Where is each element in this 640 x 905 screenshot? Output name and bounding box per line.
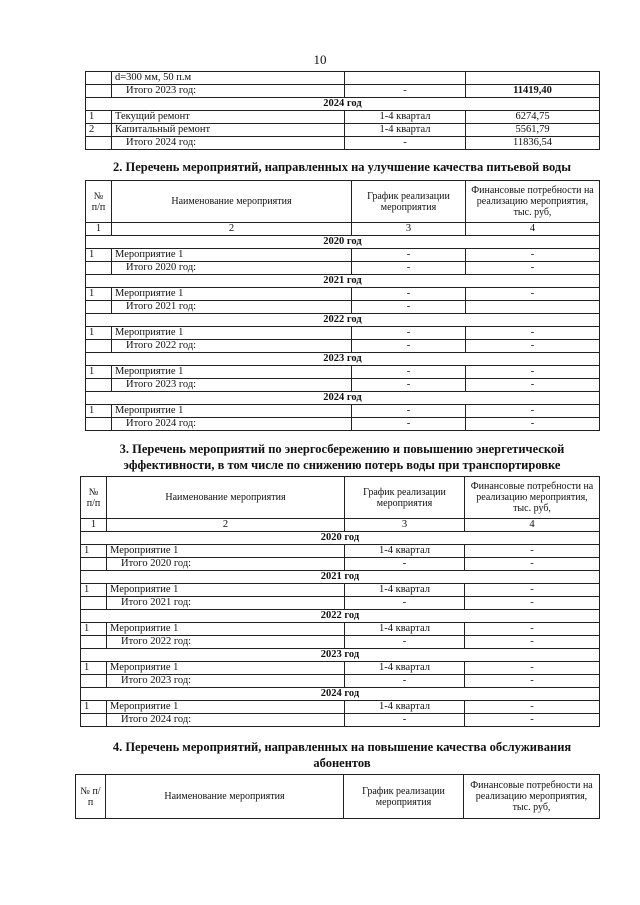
schedule-cell: - [352, 249, 466, 262]
total-label: Итого 2021 год: [112, 301, 352, 314]
year-label: 2024 год [81, 688, 600, 701]
schedule-cell: 1-4 квартал [345, 111, 466, 124]
row-name: d=300 мм, 50 п.м [112, 72, 345, 85]
section-4-table [75, 774, 600, 819]
table-row [81, 584, 600, 597]
year-row [81, 649, 600, 662]
total-label: Итого 2023 год: [112, 85, 345, 98]
schedule-cell: - [345, 675, 465, 688]
row-name: Мероприятие 1 [112, 288, 352, 301]
finance-cell: - [466, 288, 600, 301]
col-header-finance: Финансовые потребности на реализацию мероприятия, тыс. руб, [466, 181, 600, 223]
schedule-cell: 1-4 квартал [345, 701, 465, 714]
row-name: Мероприятие 1 [112, 249, 352, 262]
table-row [81, 662, 600, 675]
col-number: 2 [107, 519, 345, 532]
finance-cell: - [466, 249, 600, 262]
row-number: 1 [81, 701, 107, 714]
schedule-cell: - [352, 379, 466, 392]
year-row [86, 275, 600, 288]
row-name: Мероприятие 1 [107, 545, 345, 558]
schedule-cell: 1-4 квартал [345, 545, 465, 558]
row-number: 1 [81, 584, 107, 597]
finance-cell: - [466, 405, 600, 418]
table-row [86, 405, 600, 418]
col-header-schedule: График реализации мероприятия [345, 477, 465, 519]
finance-cell: - [465, 675, 600, 688]
total-label: Итого 2024 год: [107, 714, 345, 727]
finance-cell: - [466, 418, 600, 431]
table-row [86, 327, 600, 340]
schedule-cell: - [345, 636, 465, 649]
schedule-cell: - [352, 288, 466, 301]
finance-cell: 11419,40 [466, 85, 600, 98]
row-name: Мероприятие 1 [112, 327, 352, 340]
year-row [86, 392, 600, 405]
total-row [86, 262, 600, 275]
year-label: 2024 год [86, 98, 600, 111]
finance-cell: - [466, 379, 600, 392]
total-row [81, 675, 600, 688]
total-row [86, 418, 600, 431]
col-header-num: № п/п [81, 477, 107, 519]
col-number: 1 [86, 223, 112, 236]
row-number: 1 [86, 327, 112, 340]
row-number: 1 [81, 545, 107, 558]
table-row [81, 623, 600, 636]
section-4-title-line-1: 4. Перечень мероприятий, направленных на повышение качества обслуживания [112, 740, 572, 754]
total-label: Итого 2020 год: [112, 262, 352, 275]
schedule-cell: 1-4 квартал [345, 584, 465, 597]
schedule-cell: 1-4 квартал [345, 623, 465, 636]
schedule-cell: - [352, 301, 466, 314]
col-header-name: Наименование мероприятия [112, 181, 352, 223]
schedule-cell: - [352, 405, 466, 418]
column-number-row [86, 223, 600, 236]
col-header-schedule: График реализации мероприятия [352, 181, 466, 223]
finance-cell: - [465, 558, 600, 571]
header-row [81, 477, 600, 519]
year-row [81, 532, 600, 545]
finance-cell: - [465, 662, 600, 675]
header-row [86, 181, 600, 223]
total-row [81, 597, 600, 610]
finance-cell: 5561,79 [466, 124, 600, 137]
row-number: 1 [86, 366, 112, 379]
schedule-cell: 1-4 квартал [345, 662, 465, 675]
table-row [86, 366, 600, 379]
finance-cell [466, 301, 600, 314]
section-4-title [85, 739, 599, 771]
schedule-cell: - [345, 597, 465, 610]
section-2-table [85, 180, 600, 431]
year-label: 2022 год [86, 314, 600, 327]
finance-cell: - [466, 327, 600, 340]
col-header-name: Наименование мероприятия [106, 775, 344, 819]
col-header-num: № п/п [86, 181, 112, 223]
finance-cell: - [465, 701, 600, 714]
finance-cell: - [465, 545, 600, 558]
table-row [81, 545, 600, 558]
year-label: 2023 год [81, 649, 600, 662]
total-row [81, 558, 600, 571]
row-number: 1 [81, 623, 107, 636]
column-number-row [81, 519, 600, 532]
finance-cell: - [466, 366, 600, 379]
col-number: 1 [81, 519, 107, 532]
row-name: Мероприятие 1 [107, 662, 345, 675]
finance-cell: - [466, 340, 600, 353]
row-name: Мероприятие 1 [107, 701, 345, 714]
col-number: 4 [466, 223, 600, 236]
year-row [81, 688, 600, 701]
col-header-finance: Финансовые потребности на реализацию мероприятия, тыс. руб, [465, 477, 600, 519]
section-3-title-line-2: эффективности, в том числе по снижению потерь воды при транспортировке [123, 458, 561, 472]
row-number: 1 [86, 405, 112, 418]
total-label: Итого 2024 год: [112, 137, 345, 150]
row-number: 1 [86, 111, 112, 124]
finance-cell: - [465, 584, 600, 597]
col-header-name: Наименование мероприятия [107, 477, 345, 519]
total-row [86, 301, 600, 314]
year-label: 2020 год [81, 532, 600, 545]
schedule-cell: - [352, 340, 466, 353]
row-name: Мероприятие 1 [107, 584, 345, 597]
schedule-cell: - [352, 366, 466, 379]
finance-cell: - [466, 262, 600, 275]
year-row [86, 236, 600, 249]
col-header-schedule: График реализации мероприятия [344, 775, 464, 819]
year-row [81, 610, 600, 623]
total-label: Итого 2021 год: [107, 597, 345, 610]
year-label: 2024 год [86, 392, 600, 405]
table-row [86, 72, 600, 85]
year-row [81, 571, 600, 584]
total-label: Итого 2022 год: [112, 340, 352, 353]
header-row [76, 775, 600, 819]
total-label: Итого 2023 год: [107, 675, 345, 688]
schedule-cell: - [352, 327, 466, 340]
total-label: Итого 2023 год: [112, 379, 352, 392]
col-number: 3 [345, 519, 465, 532]
schedule-cell: - [352, 262, 466, 275]
finance-cell: - [465, 597, 600, 610]
schedule-cell: - [345, 85, 466, 98]
table-row [86, 137, 600, 150]
table-row [86, 111, 600, 124]
row-number: 1 [86, 288, 112, 301]
continuation-table [85, 71, 600, 150]
row-name: Мероприятие 1 [112, 405, 352, 418]
table-row [86, 249, 600, 262]
row-number: 1 [81, 662, 107, 675]
col-header-finance: Финансовые потребности на реализацию мероприятия, тыс. руб, [464, 775, 600, 819]
col-header-num: № п/п [76, 775, 106, 819]
total-row [81, 636, 600, 649]
table-row [86, 124, 600, 137]
section-3-title [85, 441, 599, 473]
row-name: Мероприятие 1 [107, 623, 345, 636]
schedule-cell: - [352, 418, 466, 431]
year-row [86, 314, 600, 327]
section-4-title-line-2: абонентов [313, 756, 371, 770]
year-label: 2020 год [86, 236, 600, 249]
total-label: Итого 2022 год: [107, 636, 345, 649]
schedule-cell: - [345, 714, 465, 727]
schedule-cell: - [345, 558, 465, 571]
year-row [86, 98, 600, 111]
col-number: 3 [352, 223, 466, 236]
col-number: 4 [465, 519, 600, 532]
finance-cell: 6274,75 [466, 111, 600, 124]
year-row [86, 353, 600, 366]
finance-cell: - [465, 623, 600, 636]
row-number: 2 [86, 124, 112, 137]
total-row [86, 340, 600, 353]
year-label: 2021 год [86, 275, 600, 288]
row-number: 1 [86, 249, 112, 262]
table-row [86, 288, 600, 301]
section-3-title-line-1: 3. Перечень мероприятий по энергосбережению и повышению энергетической [119, 442, 565, 456]
year-label: 2023 год [86, 353, 600, 366]
year-label: 2021 год [81, 571, 600, 584]
finance-cell: - [465, 636, 600, 649]
total-label: Итого 2024 год: [112, 418, 352, 431]
schedule-cell: - [345, 137, 466, 150]
table-row [86, 85, 600, 98]
page-number: 10 [313, 52, 327, 67]
finance-cell: - [465, 714, 600, 727]
col-number: 2 [112, 223, 352, 236]
section-3-table [80, 476, 600, 727]
row-name: Мероприятие 1 [112, 366, 352, 379]
total-row [86, 379, 600, 392]
row-name: Текущий ремонт [112, 111, 345, 124]
row-name: Капитальный ремонт [112, 124, 345, 137]
total-row [81, 714, 600, 727]
year-label: 2022 год [81, 610, 600, 623]
finance-cell: 11836,54 [466, 137, 600, 150]
schedule-cell: 1-4 квартал [345, 124, 466, 137]
table-row [81, 701, 600, 714]
section-2-title: 2. Перечень мероприятий, направленных на улучшение качества питьевой воды [113, 160, 571, 174]
total-label: Итого 2020 год: [107, 558, 345, 571]
